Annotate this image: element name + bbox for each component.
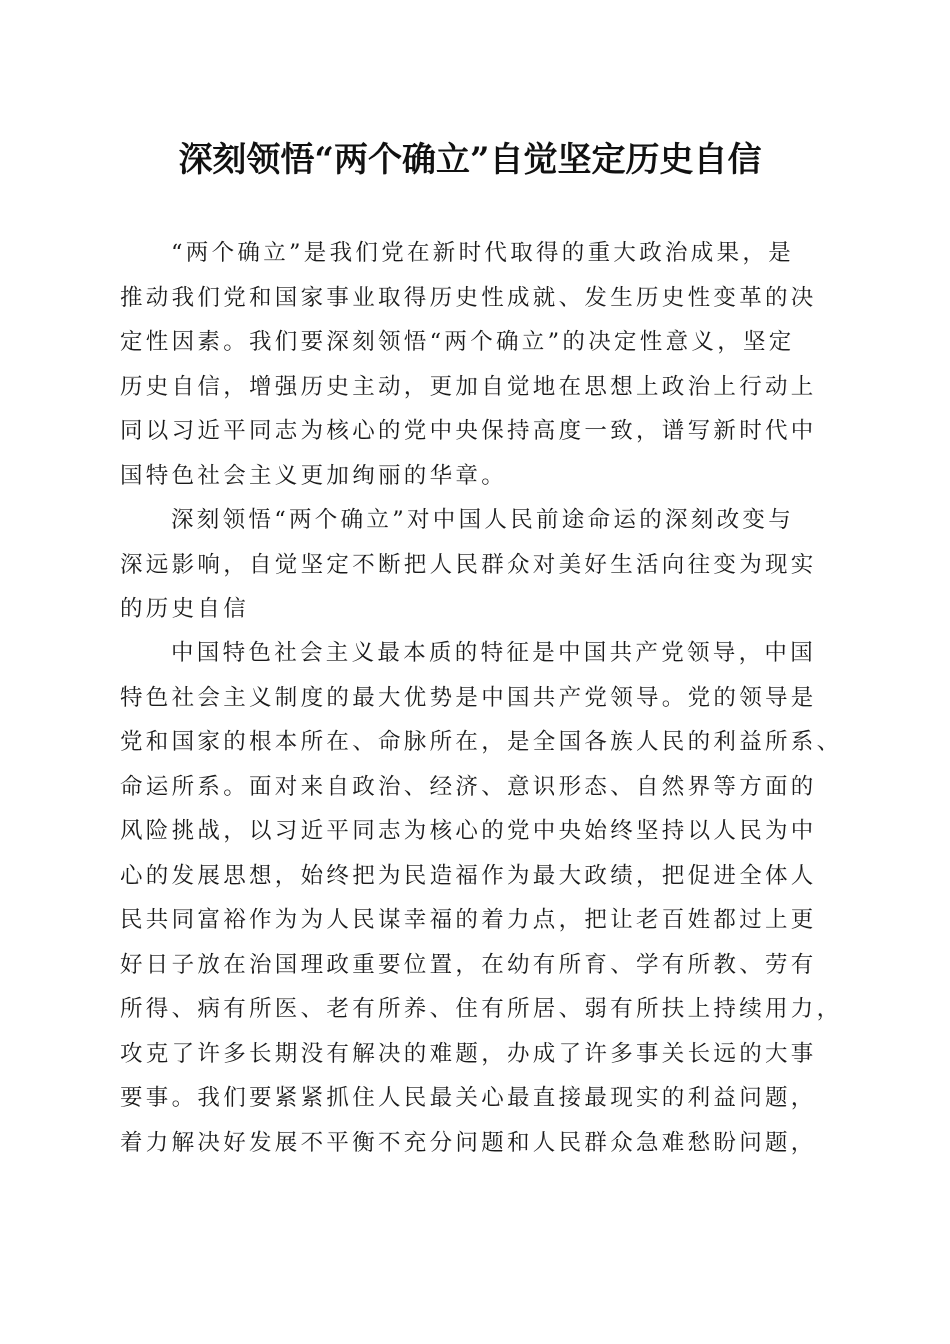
paragraph-line: 推动我们党和国家事业取得历史性成就、发生历史性变革的决 — [120, 284, 817, 311]
paragraph-line: 国特色社会主义更加绚丽的华章。 — [120, 462, 508, 489]
paragraph-line: 深远影响，自觉坚定不断把人民群众对美好生活向往变为现实 — [120, 551, 817, 578]
paragraph-line: 攻克了许多长期没有解决的难题，办成了许多事关长远的大事 — [120, 1040, 817, 1067]
document-title: 深刻领悟“两个确立”自觉坚定历史自信 — [178, 140, 762, 180]
paragraph-line: 历史自信，增强历史主动，更加自觉地在思想上政治上行动上 — [120, 373, 817, 400]
paragraph-line: 党和国家的根本所在、命脉所在，是全国各族人民的利益所系、 — [120, 729, 843, 755]
paragraph-line: 要事。我们要紧紧抓住人民最关心最直接最现实的利益问题， — [120, 1085, 817, 1111]
paragraph-line: 风险挑战，以习近平同志为核心的党中央始终坚持以人民为中 — [120, 818, 817, 844]
paragraph-line: 着力解决好发展不平衡不充分问题和人民群众急难愁盼问题， — [120, 1129, 817, 1156]
paragraph-line: 的历史自信 — [120, 596, 250, 622]
paragraph-line: 同以习近平同志为核心的党中央保持高度一致，谱写新时代中 — [120, 418, 817, 444]
paragraph-line: 心的发展思想，始终把为民造福作为最大政绩，把促进全体人 — [120, 862, 817, 889]
paragraph-line: 深刻领悟“两个确立”对中国人民前途命运的深刻改变与 — [171, 507, 795, 533]
paragraph-1 — [120, 231, 830, 498]
paragraph-line: 定性因素。我们要深刻领悟“两个确立”的决定性意义，坚定 — [120, 329, 795, 355]
paragraph-line: “两个确立”是我们党在新时代取得的重大政治成果，是 — [171, 240, 795, 266]
paragraph-line: 中国特色社会主义最本质的特征是中国共产党领导，中国 — [171, 640, 817, 666]
paragraph-line: 所得、病有所医、老有所养、住有所居、弱有所扶上持续用力， — [120, 996, 843, 1022]
paragraph-line: 特色社会主义制度的最大优势是中国共产党领导。党的领导是 — [120, 684, 817, 711]
paragraph-line: 民共同富裕作为为人民谋幸福的着力点，把让老百姓都过上更 — [120, 907, 817, 933]
paragraph-line: 好日子放在治国理政重要位置，在幼有所育、学有所教、劳有 — [120, 951, 817, 978]
paragraph-3 — [120, 631, 843, 1165]
paragraph-line: 命运所系。面对来自政治、经济、意识形态、自然界等方面的 — [120, 773, 817, 800]
section-heading-paragraph — [120, 498, 830, 632]
